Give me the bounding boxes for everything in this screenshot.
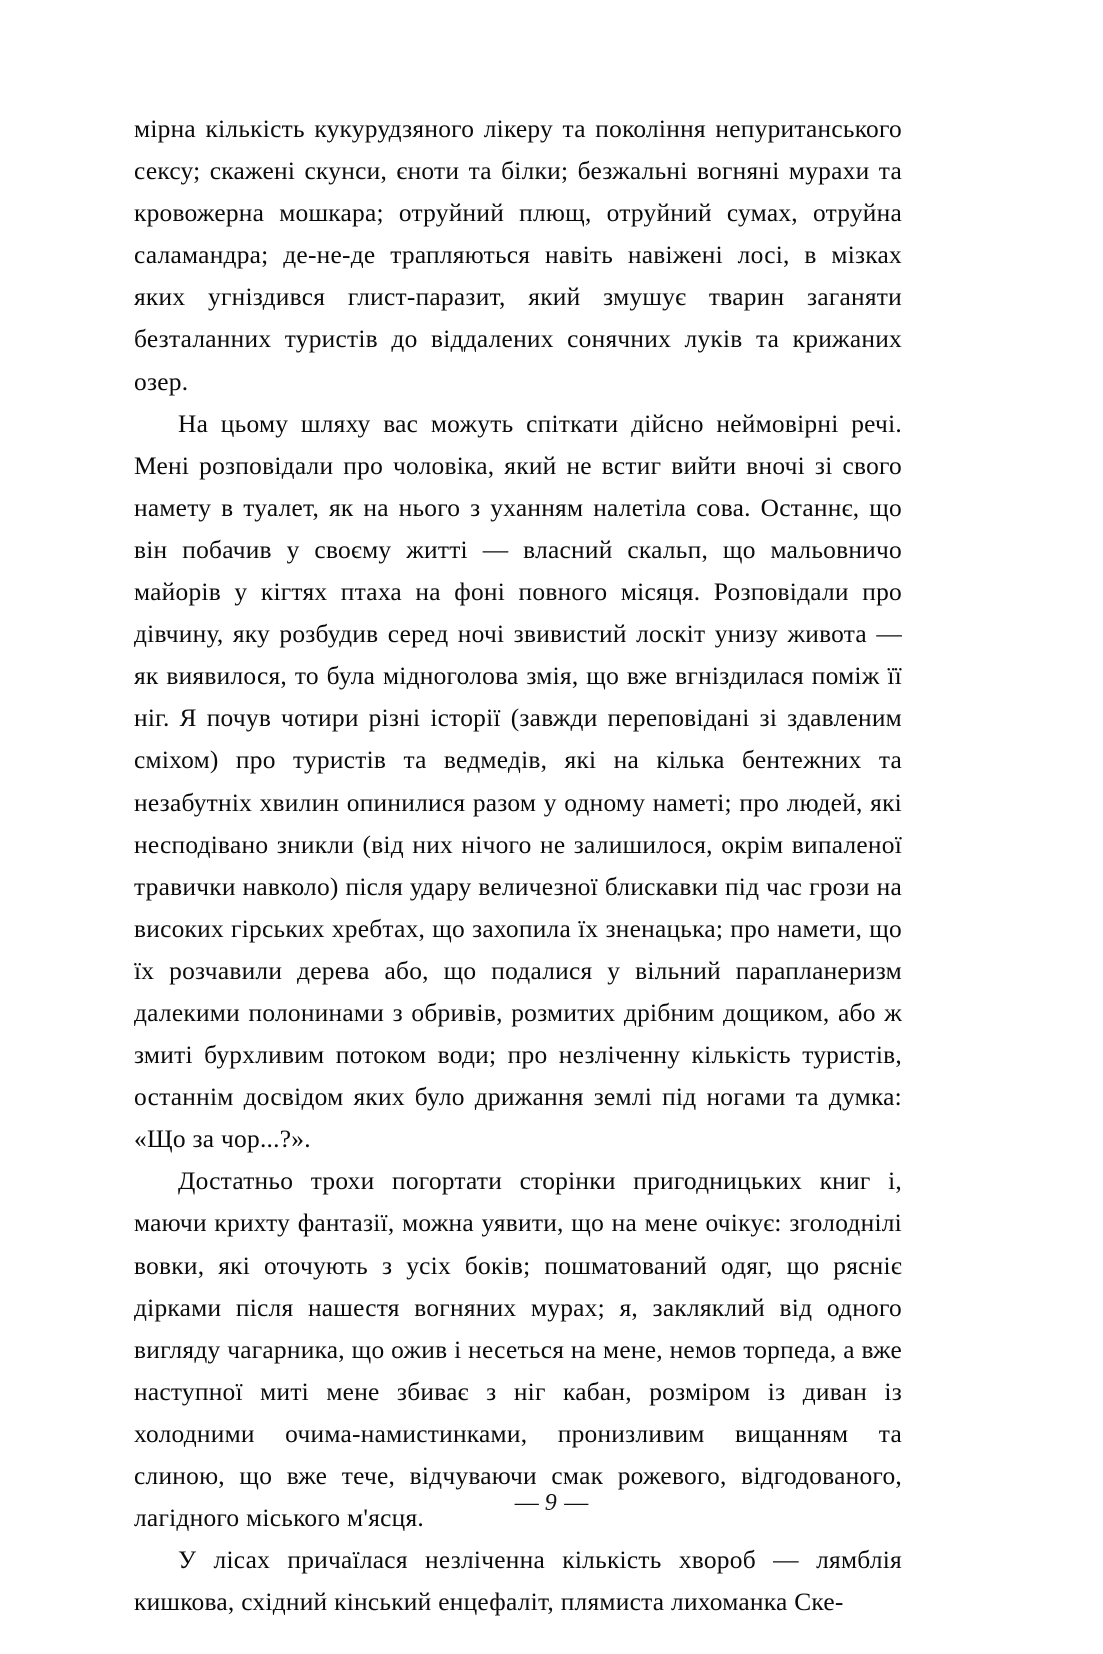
page-text-block [134,108,902,1623]
page-footer [0,1490,1103,1517]
folio-right-dash: — [564,1490,589,1516]
folio-number: 9 [544,1490,559,1516]
folio-left-dash: — [514,1490,539,1516]
paragraph-3: Достатньо трохи погортати сторінки пригодницьких книг і, маючи крихту фантазії, можна уявити, що на мене очікує: зголоднілі вовки, які оточують з усіх боків; пошматований одяг, що рясніє дірками після нашестя вогняних мурах; я, закляклий від одного вигляду чагарника, що ожив і несеться на мене, немов торпеда, а вже наступної миті мене збиває з ніг кабан, розміром із диван із холодними очима-намистинками, пронизливим вищанням та слиною, що вже тече, відчуваючи смак рожевого, відгодованого, лагідного міського м'ясця. [134,1167,902,1533]
paragraph-4: У лісах причаїлася незліченна кількість хвороб — лямблія кишкова, східний кінський енцефаліт, плямиста лихоманка Ске- [134,1546,902,1617]
paragraph-continuation: мірна кількість кукурудзяного лікеру та покоління непуританського сексу; скажені скунси, єноти та білки; безжальні вогняні мурахи та кровожерна мошкара; отруйний плющ, отруйний сумах, отруйна саламандра; де-не-де трапляються навіть навіжені лосі, в мізках яких угніздився глист-паразит, який змушує тварин заганяти безталанних туристів до віддалених сонячних луків та крижаних озер. [134,115,902,396]
paragraph-2: На цьому шляху вас можуть спіткати дійсно неймовірні речі. Мені розповідали про чоловіка, який не встиг вийти вночі зі свого намету в туалет, як на нього з уханням налетіла сова. Останнє, що він побачив у своєму житті — власний скальп, що мальовничо майорів у кігтях птаха на фоні повного місяця. Розповідали про дівчину, яку розбудив серед ночі звивистий лоскіт унизу живота — як виявилося, то була мідноголова змія, що вже вгніздилася поміж її ніг. Я почув чотири різні історії (завжди переповідані зі здавленим сміхом) про туристів та ведмедів, які на кілька бентежних та незабутніх хвилин опинилися разом у одному наметі; про людей, які несподівано зникли (від них нічого не залишилося, окрім випаленої травички навколо) після удару величезної блискавки під час грози на високих гірських хребтах, що захопила їх зненацька; про намети, що їх розчавили дерева або, що подалися у вільний парапланеризм далекими полонинами з обривів, розмитих дрібним дощиком, або ж змиті бурхливим потоком води; про незліченну кількість туристів, останнім досвідом яких було дрижання землі під ногами та думка: «Що за чор...?». [134,409,902,1154]
page-number-folio [515,1490,588,1517]
